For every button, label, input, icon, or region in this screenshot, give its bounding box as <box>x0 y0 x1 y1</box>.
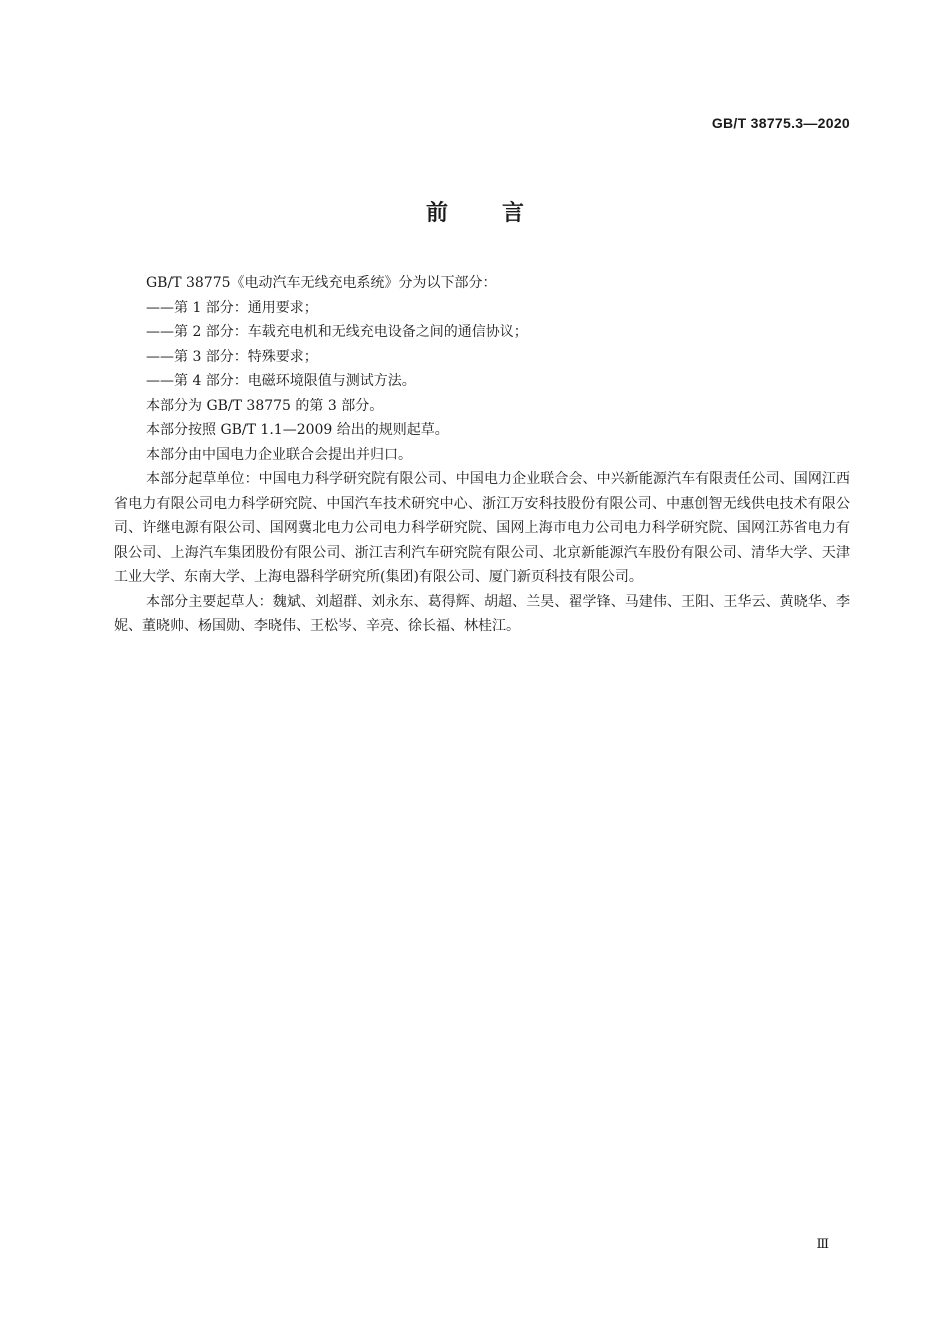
drafting-rules-paragraph: 本部分按照 GB/T 1.1—2009 给出的规则起草。 <box>146 422 449 438</box>
foreword-body <box>114 271 850 639</box>
drafters-paragraph: 本部分主要起草人：魏斌、刘超群、刘永东、葛得辉、胡超、兰昊、翟学锋、马建伟、王阳、王华云、黄晓华、李妮、董晓帅、杨国勋、李晓伟、王松岑、辛亮、徐长福、林桂江。 <box>114 593 850 634</box>
drafting-units-paragraph: 本部分起草单位：中国电力科学研究院有限公司、中国电力企业联合会、中兴新能源汽车有限责任公司、国网江西省电力有限公司电力科学研究院、中国汽车技术研究中心、浙江万安科技股份有限公司、中惠创智无线供电技术有限公司、许继电源有限公司、国网冀北电力公司电力科学研究院、国网上海市电力公司电力科学研究院、国网江苏省电力有限公司、上海汽车集团股份有限公司、浙江吉利汽车研究院有限公司、北京新能源汽车股份有限公司、清华大学、天津工业大学、东南大学、上海电器科学研究所(集团)有限公司、厦门新页科技有限公司。 <box>114 471 850 585</box>
page-title: 前言 <box>425 201 578 226</box>
part-list-item: ——第 4 部分：电磁环境限值与测试方法。 <box>146 373 416 389</box>
standard-code: GB/T 38775.3—2020 <box>711 115 850 131</box>
this-part-paragraph: 本部分为 GB/T 38775 的第 3 部分。 <box>146 397 384 414</box>
part-list-item: ——第 2 部分：车载充电机和无线充电设备之间的通信协议； <box>146 324 528 340</box>
part-list-item: ——第 1 部分：通用要求； <box>146 299 318 316</box>
part-list-item: ——第 3 部分：特殊要求； <box>146 348 318 365</box>
page-number: Ⅲ <box>816 1237 829 1252</box>
proposed-by-paragraph: 本部分由中国电力企业联合会提出并归口。 <box>146 446 412 463</box>
intro-paragraph: GB/T 38775《电动汽车无线充电系统》分为以下部分： <box>146 275 497 291</box>
